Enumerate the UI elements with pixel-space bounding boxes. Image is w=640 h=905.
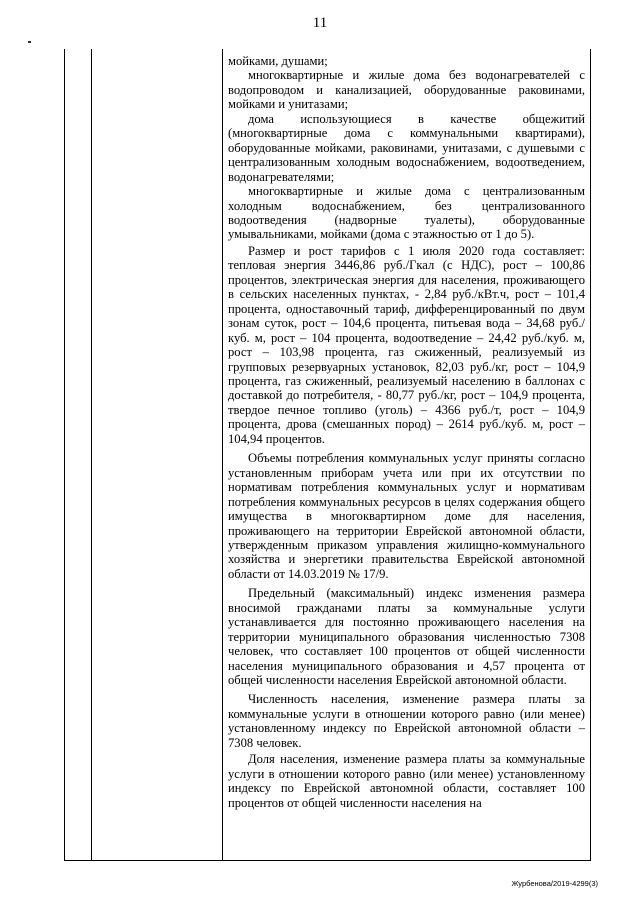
document-footer-id: Журбенова/2019-4299(3) — [511, 879, 598, 888]
table-text-cell — [228, 54, 585, 810]
paragraph-housing-type: дома использующиеся в качестве общежитий (многоквартирные дома с коммунальными квартирами), оборудованные мойками, раковинами, унитазами, с душевыми с централизованным холодным водоснабжением, водоотведением, водонагревателями; — [228, 111, 585, 184]
table-column-divider-2 — [222, 49, 223, 861]
paragraph-housing-type: многоквартирные и жилые дома без водонагревателей с водопроводом и канализацией, оборудованные раковинами, мойками и унитазами; — [228, 68, 585, 112]
paragraph-population-count: Численность населения, изменение размера платы за коммунальные услуги в отношении которого равно (или менее) установленному индексу по Еврейской автономной области – 7308 человек. — [228, 692, 585, 750]
page-number: 11 — [312, 15, 328, 31]
paragraph-population-share: Доля населения, изменение размера платы за коммунальные услуги в отношении которого равно (или менее) установленному индексу по Еврейской автономной области, составляет 100 процентов от общей численности населения на — [228, 752, 585, 810]
paragraph-consumption-volumes: Объемы потребления коммунальных услуг приняты согласно установленным приборам учета или при их отсутствии по нормативам потребления коммунальных услуг и нормативам потребления коммунальных ресурсов в целях содержания общего имущества в многоквартирном доме для населения, проживающего на территории Еврейской автономной области, утвержденным приказом управления жилищно-коммунального хозяйства и энергетики правительства Еврейской автономной области от 14.03.2019 № 17/9. — [228, 451, 585, 581]
table-border-left — [64, 49, 65, 861]
table-border-bottom — [64, 860, 591, 861]
paragraph-tariffs: Размер и рост тарифов с 1 июля 2020 года составляет: тепловая энергия 3446,86 руб./Гкал (с НДС), рост – 100,86 процентов, электрическая энергия для населения, проживающего в сельских населенных пунктах, - 2,84 руб./кВт.ч, рост – 101,4 процента, одноставочный тариф, дифференцированный по двум зонам суток, рост – 104,6 процента, питьевая вода – 34,68 руб./куб. м, рост – 104 процента, водоотведение – 24,42 руб./куб. м, рост – 103,98 процента, газ сжиженный, реализуемый из групповых резервуарных установок, 82,03 руб./кг, рост – 104,9 процента, газ сжиженный, реализуемый населению в баллонах с доставкой до потребителя, - 80,77 руб./кг, рост – 104,9 процента, твердое печное топливо (уголь) – 4366 руб./т, рост – 104,9 процента, дрова (смешанных пород) – 2614 руб./куб. м, рост – 104,94 процентов. — [228, 243, 585, 446]
paragraph-continuation: мойками, душами; — [228, 54, 328, 68]
table-border-right — [590, 49, 591, 861]
paragraph-max-index: Предельный (максимальный) индекс изменения размера вносимой гражданами платы за коммунальные услуги устанавливается для постоянно проживающего населения на территории муниципального образования численностью 7308 человек, что составляет 100 процентов от общей численности населения муниципального образования и 4,57 процента от общей численности населения Еврейской автономной области. — [228, 586, 585, 688]
scan-speck — [28, 41, 31, 43]
table-column-divider-1 — [91, 49, 92, 861]
paragraph-housing-type: многоквартирные и жилые дома с централизованным холодным водоснабжением, без централизованного водоотведения (надворные туалеты), оборудованные умывальниками, мойками (дома с этажностью от 1 до 5). — [228, 184, 585, 242]
